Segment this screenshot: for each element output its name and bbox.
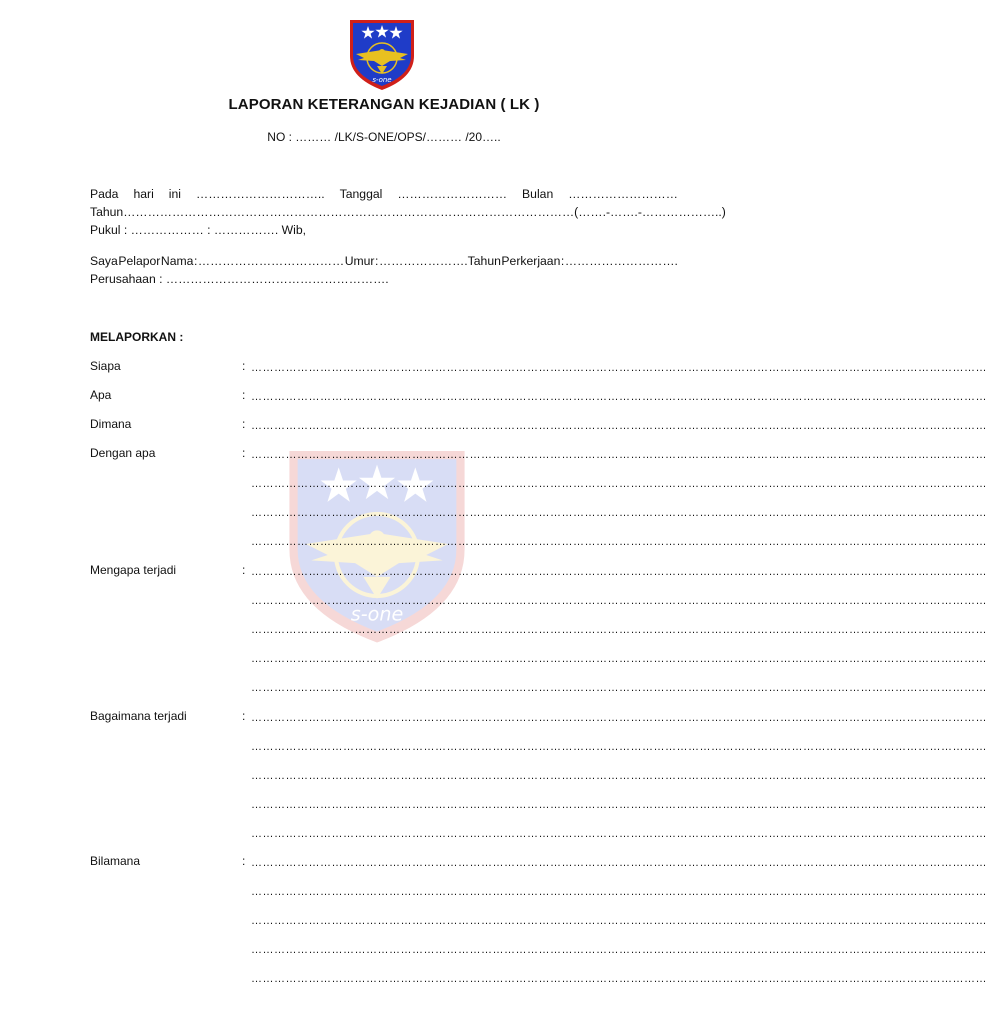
day-blank: ………………………….. [196, 187, 325, 201]
reporter-word: Umur [344, 254, 375, 268]
svg-text:s-one: s-one [350, 602, 404, 626]
reporter-colon: : [375, 254, 379, 268]
reporter-word: Pelapor [118, 254, 161, 268]
fill-line: ………………………………………………………………………………………………………………………………………………………………………… [251, 653, 987, 665]
field-colon: : [242, 709, 246, 723]
reporter-colon: : [193, 254, 198, 268]
fill-line: ………………………………………………………………………………………………………………………………………………………………………… [251, 741, 987, 753]
fill-line: ………………………………………………………………………………………………………………………………………………………………………… [251, 799, 987, 811]
fill-line: ………………………………………………………………………………………………………………………………………………………………………… [251, 449, 987, 461]
field-colon: : [242, 446, 246, 460]
field-colon: : [242, 854, 246, 868]
date-part-blank: ………………..) [641, 205, 726, 219]
intro-line-date [90, 185, 678, 203]
field-colon: : [242, 388, 246, 402]
reporter-word: Nama [160, 254, 194, 268]
fill-line: ………………………………………………………………………………………………………………………………………………………………………… [251, 770, 987, 782]
fill-line: ………………………………………………………………………………………………………………………………………………………………………… [251, 566, 987, 578]
fill-line: ………………………………………………………………………………………………………………………………………………………………………… [251, 362, 987, 374]
intro-line-year [90, 203, 726, 221]
fill-line: ………………………………………………………………………………………………………………………………………………………………………… [251, 857, 987, 869]
reporter-paragraph [90, 252, 678, 288]
occupation-blank: ………………………. [564, 254, 678, 268]
document-number: NO : ……… /LK/S-ONE/OPS/……… /20….. [267, 130, 501, 144]
fill-line: ………………………………………………………………………………………………………………………………………………………………………… [251, 624, 987, 636]
report-heading: MELAPORKAN : [90, 330, 184, 344]
intro-word: Pada [90, 187, 119, 201]
field-label-apa: Apa [90, 388, 112, 402]
date-separator: - [637, 205, 642, 219]
fill-line: ………………………………………………………………………………………………………………………………………………………………………… [251, 973, 987, 985]
field-label-siapa: Siapa [90, 359, 121, 373]
name-blank: ……………………………… [197, 254, 345, 268]
field-colon: : [242, 359, 246, 373]
intro-word: hari [133, 187, 154, 201]
fill-line: ………………………………………………………………………………………………………………………………………………………………………… [251, 828, 987, 840]
fill-line: ………………………………………………………………………………………………………………………………………………………………………… [251, 944, 987, 956]
document-title: LAPORAN KETERANGAN KEJADIAN ( LK ) [228, 96, 540, 113]
date-part-blank: ……. [610, 205, 638, 219]
field-label-dengan-apa: Dengan apa [90, 446, 156, 460]
reporter-word: Perkerjaan [501, 254, 561, 268]
fill-line: ………………………………………………………………………………………………………………………………………………………………………… [251, 420, 987, 432]
field-label-bagaimana-terjadi: Bagaimana terjadi [90, 709, 187, 723]
field-label-dimana: Dimana [90, 417, 132, 431]
fill-line: ………………………………………………………………………………………………………………………………………………………………………… [251, 682, 987, 694]
fill-line: ………………………………………………………………………………………………………………………………………………………………………… [251, 886, 987, 898]
date-part-blank: (……. [574, 205, 606, 219]
field-colon: : [242, 417, 246, 431]
time-line: Pukul : ……………… : ……………. Wib, [90, 223, 307, 237]
fill-line: ………………………………………………………………………………………………………………………………………………………………………… [251, 915, 987, 927]
month-blank: ……………………… [568, 187, 678, 201]
age-blank: ………………….Tahun [378, 254, 501, 268]
fill-line: ………………………………………………………………………………………………………………………………………………………………………… [251, 478, 987, 490]
intro-word: Bulan [522, 187, 554, 201]
company-logo [344, 16, 420, 92]
svg-text:s-one: s-one [372, 76, 392, 84]
reporter-colon: : [560, 254, 565, 268]
reporter-line [90, 252, 678, 270]
fill-line: ………………………………………………………………………………………………………………………………………………………………………… [251, 507, 987, 519]
fill-line: ………………………………………………………………………………………………………………………………………………………………………… [251, 712, 987, 724]
date-blank: ……………………… [397, 187, 508, 201]
fill-line: ………………………………………………………………………………………………………………………………………………………………………… [251, 391, 987, 403]
intro-paragraph [90, 185, 726, 239]
field-label-bilamana: Bilamana [90, 854, 141, 868]
reporter-word: Saya [90, 254, 118, 268]
date-separator: - [605, 205, 611, 219]
intro-word: ini [168, 187, 181, 201]
year-blank: Tahun………………………………………………………………………………………………… [90, 205, 575, 219]
fill-line: ………………………………………………………………………………………………………………………………………………………………………… [251, 595, 987, 607]
field-label-mengapa-terjadi: Mengapa terjadi [90, 563, 177, 577]
fill-line: ………………………………………………………………………………………………………………………………………………………………………… [251, 536, 987, 548]
field-colon: : [242, 563, 246, 577]
company-line: Perusahaan : ………………………………………………. [90, 272, 389, 286]
intro-word: Tanggal [339, 187, 383, 201]
